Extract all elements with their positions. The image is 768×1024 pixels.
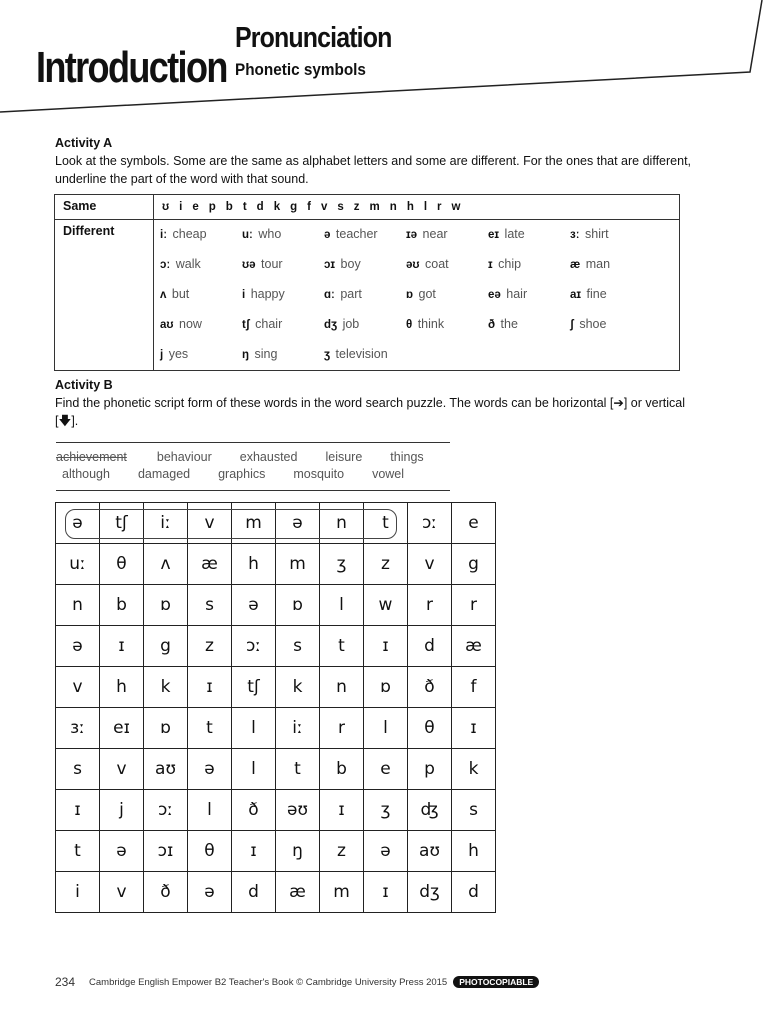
activity-a-heading: Activity A: [55, 136, 113, 150]
grid-cell: ə: [188, 749, 232, 790]
grid-cell: r: [320, 708, 364, 749]
same-symbol: h: [406, 201, 414, 213]
grid-cell: s: [56, 749, 100, 790]
grid-cell: n: [320, 667, 364, 708]
phonetic-symbol: iː: [160, 229, 168, 241]
grid-cell: e: [364, 749, 408, 790]
grid-cell: aʊ: [408, 831, 452, 872]
grid-cell: ʒ: [364, 790, 408, 831]
grid-cell: d: [452, 872, 496, 913]
example-word: shirt: [585, 227, 609, 241]
grid-row: [56, 749, 496, 790]
word-search-grid: [55, 502, 496, 913]
example-word: got: [418, 287, 436, 301]
grid-cell: t: [364, 503, 408, 544]
grid-cell: k: [144, 667, 188, 708]
phonetic-symbol: ɒ: [406, 289, 414, 301]
different-item: [324, 257, 406, 275]
grid-cell: d: [408, 626, 452, 667]
phonetic-symbol: ə: [324, 229, 331, 241]
example-word: television: [335, 347, 388, 361]
grid-cell: tʃ: [232, 667, 276, 708]
phonetic-symbol: ɪə: [406, 229, 418, 241]
grid-cell: ə: [56, 503, 100, 544]
grid-cell: t: [320, 626, 364, 667]
phonetic-symbol: ʒ: [324, 349, 331, 361]
page-title: Pronunciation: [235, 22, 392, 54]
grid-cell: z: [188, 626, 232, 667]
same-symbol: g: [290, 201, 298, 213]
grid-cell: m: [232, 503, 276, 544]
same-symbol: l: [423, 201, 428, 213]
grid-cell: æ: [276, 872, 320, 913]
grid-cell: ə: [100, 831, 144, 872]
different-item: [160, 257, 242, 275]
different-item: [160, 347, 242, 365]
grid-row: [56, 872, 496, 913]
grid-cell: t: [188, 708, 232, 749]
phonetic-symbol: æ: [570, 259, 581, 271]
page-subtitle: Phonetic symbols: [235, 60, 366, 79]
same-symbol: z: [353, 201, 360, 213]
grid-cell: ɔː: [232, 626, 276, 667]
example-word: coat: [425, 257, 449, 271]
grid-cell: l: [232, 749, 276, 790]
example-word: walk: [175, 257, 201, 271]
grid-cell: ʌ: [144, 544, 188, 585]
same-symbol: f: [307, 201, 311, 213]
example-word: now: [179, 317, 202, 331]
word-list-item: although: [62, 467, 110, 481]
grid-cell: eɪ: [100, 708, 144, 749]
different-item: [324, 317, 406, 335]
grid-cell: ɪ: [232, 831, 276, 872]
phonetic-symbol: tʃ: [242, 319, 250, 331]
different-item: [570, 287, 652, 305]
grid-cell: ɒ: [364, 667, 408, 708]
example-word: boy: [340, 257, 361, 271]
example-word: man: [585, 257, 611, 271]
grid-cell: ð: [232, 790, 276, 831]
phonetic-symbol: ð: [488, 319, 496, 331]
grid-cell: ð: [144, 872, 188, 913]
word-list-item: exhausted: [239, 450, 298, 464]
different-item: [160, 287, 242, 305]
different-item: [488, 257, 570, 275]
grid-cell: iː: [144, 503, 188, 544]
grid-row: [56, 585, 496, 626]
different-item: [242, 347, 324, 365]
grid-cell: g: [144, 626, 188, 667]
grid-cell: ɔː: [408, 503, 452, 544]
phonetic-symbol: uː: [242, 229, 253, 241]
grid-cell: θ: [100, 544, 144, 585]
example-word: cheap: [172, 227, 207, 241]
grid-cell: v: [56, 667, 100, 708]
grid-row: [56, 626, 496, 667]
activity-b-instructions: Find the phonetic script form of these words in the word search puzzle. The words can be horizontal [➔] or vertical [🡇].: [55, 396, 685, 428]
footer: [55, 975, 539, 989]
example-word: think: [417, 317, 445, 331]
grid-cell: θ: [188, 831, 232, 872]
different-item: [570, 227, 652, 245]
grid-cell: tʃ: [100, 503, 144, 544]
activity-a-instructions: Look at the symbols. Some are the same as alphabet letters and some are different. For the ones that are different, underline the part of the word with that sound.: [55, 154, 692, 186]
grid-cell: ə: [56, 626, 100, 667]
grid-cell: ɪ: [100, 626, 144, 667]
example-word: late: [504, 227, 525, 241]
example-word: job: [342, 317, 360, 331]
different-item: [406, 227, 488, 245]
same-symbol: e: [192, 201, 199, 213]
grid-cell: ʒ: [320, 544, 364, 585]
different-item: [160, 227, 242, 245]
different-item: [242, 287, 324, 305]
grid-cell: ə: [188, 872, 232, 913]
same-label: Same: [55, 195, 154, 220]
phonetic-symbol: i: [242, 289, 246, 301]
word-list-item: things: [390, 450, 424, 464]
word-list-item: behaviour: [156, 450, 212, 464]
same-symbol: r: [437, 201, 442, 213]
different-item: [242, 227, 324, 245]
example-word: sing: [254, 347, 278, 361]
word-list-row: [56, 467, 450, 484]
grid-cell: k: [276, 667, 320, 708]
grid-cell: j: [100, 790, 144, 831]
example-word: happy: [250, 287, 285, 301]
grid-cell: ɔː: [144, 790, 188, 831]
grid-cell: z: [320, 831, 364, 872]
grid-cell: ɪ: [364, 626, 408, 667]
grid-cell: ɪ: [56, 790, 100, 831]
grid-cell: æ: [188, 544, 232, 585]
same-symbol: v: [320, 201, 328, 213]
different-item: [324, 287, 406, 305]
phonetic-symbol: ʃ: [570, 319, 574, 331]
grid-cell: iː: [276, 708, 320, 749]
phonetic-symbol: ɪ: [488, 259, 493, 271]
same-symbol: p: [208, 201, 216, 213]
grid-cell: z: [364, 544, 408, 585]
word-list-item: leisure: [325, 450, 363, 464]
different-item: [160, 317, 242, 335]
grid-cell: t: [56, 831, 100, 872]
example-word: the: [500, 317, 518, 331]
grid-cell: t: [276, 749, 320, 790]
grid-cell: p: [408, 749, 452, 790]
grid-cell: l: [364, 708, 408, 749]
example-word: hair: [506, 287, 528, 301]
footer-credit: Cambridge English Empower B2 Teacher's Book © Cambridge University Press 2015: [89, 976, 448, 988]
word-list-item: achievement: [56, 450, 127, 464]
different-item: [570, 317, 652, 335]
grid-cell: ɒ: [276, 585, 320, 626]
phonetic-symbol: ɜː: [570, 229, 580, 241]
activity-b: [55, 376, 695, 430]
grid-row: [56, 831, 496, 872]
grid-cell: h: [100, 667, 144, 708]
grid-cell: m: [276, 544, 320, 585]
grid-cell: v: [100, 749, 144, 790]
grid-cell: w: [364, 585, 408, 626]
phonetic-symbol: əʊ: [406, 259, 420, 271]
grid-row: [56, 667, 496, 708]
different-item: [242, 317, 324, 335]
same-symbol: w: [451, 201, 461, 213]
grid-cell: v: [188, 503, 232, 544]
section-title: Introduction: [36, 43, 227, 92]
different-item: [406, 257, 488, 275]
example-word: near: [422, 227, 448, 241]
grid-cell: ŋ: [276, 831, 320, 872]
phonetic-symbol: ŋ: [242, 349, 250, 361]
grid-cell: ð: [408, 667, 452, 708]
grid-cell: v: [100, 872, 144, 913]
same-symbol: ʊ: [162, 201, 170, 213]
grid-cell: h: [232, 544, 276, 585]
example-word: tour: [261, 257, 283, 271]
grid-row: [56, 503, 496, 544]
grid-row: [56, 708, 496, 749]
grid-cell: aʊ: [144, 749, 188, 790]
activity-b-heading: Activity B: [55, 378, 113, 392]
grid-cell: ɔɪ: [144, 831, 188, 872]
grid-cell: d: [232, 872, 276, 913]
grid-cell: k: [452, 749, 496, 790]
different-symbols: [155, 221, 678, 369]
phonetic-symbol: ʌ: [160, 289, 167, 301]
grid-cell: b: [320, 749, 364, 790]
photocopiable-badge: PHOTOCOPIABLE: [453, 976, 539, 988]
different-item: [488, 317, 570, 335]
example-word: chair: [255, 317, 283, 331]
grid-cell: ɪ: [188, 667, 232, 708]
same-symbol: k: [273, 201, 281, 213]
page-number: 234: [55, 975, 76, 989]
word-list-item: mosquito: [293, 467, 345, 481]
grid-cell: ɒ: [144, 585, 188, 626]
grid-cell: s: [276, 626, 320, 667]
grid-cell: ɒ: [144, 708, 188, 749]
different-item: [406, 287, 488, 305]
word-list: [56, 442, 450, 491]
grid-cell: l: [188, 790, 232, 831]
activity-a: [55, 134, 695, 188]
word-list-row: [56, 450, 450, 467]
example-word: shoe: [579, 317, 607, 331]
different-item: [242, 257, 324, 275]
different-item: [488, 227, 570, 245]
symbols-table: [54, 194, 680, 371]
word-list-item: vowel: [372, 467, 405, 481]
grid-cell: b: [100, 585, 144, 626]
grid-cell: ə: [232, 585, 276, 626]
grid-cell: f: [452, 667, 496, 708]
phonetic-symbol: ɑː: [324, 289, 335, 301]
phonetic-symbol: ɔː: [160, 259, 171, 271]
grid-cell: r: [452, 585, 496, 626]
same-symbol: d: [256, 201, 264, 213]
grid-cell: ɪ: [452, 708, 496, 749]
different-item: [324, 347, 406, 365]
grid-cell: æ: [452, 626, 496, 667]
grid-cell: h: [452, 831, 496, 872]
grid-cell: ɪ: [364, 872, 408, 913]
example-word: yes: [168, 347, 189, 361]
word-list-item: graphics: [218, 467, 266, 481]
grid-cell: s: [452, 790, 496, 831]
same-symbols: [154, 195, 680, 220]
grid-cell: e: [452, 503, 496, 544]
grid-cell: m: [320, 872, 364, 913]
grid-cell: əʊ: [276, 790, 320, 831]
phonetic-symbol: aɪ: [570, 289, 582, 301]
grid-cell: ə: [364, 831, 408, 872]
grid-row: [56, 790, 496, 831]
phonetic-symbol: eə: [488, 289, 501, 301]
different-label: Different: [55, 220, 154, 371]
phonetic-symbol: ʊə: [242, 259, 256, 271]
different-item: [324, 227, 406, 245]
grid-cell: l: [320, 585, 364, 626]
grid-row: [56, 544, 496, 585]
example-word: teacher: [335, 227, 378, 241]
grid-cell: dʒ: [408, 872, 452, 913]
grid-cell: n: [56, 585, 100, 626]
word-list-item: damaged: [137, 467, 191, 481]
same-symbol: m: [369, 201, 380, 213]
grid-cell: ə: [276, 503, 320, 544]
same-symbol: i: [179, 201, 183, 213]
grid-cell: n: [320, 503, 364, 544]
phonetic-symbol: eɪ: [488, 229, 500, 241]
phonetic-symbol: ɔɪ: [324, 259, 336, 271]
different-item: [488, 287, 570, 305]
phonetic-symbol: θ: [406, 319, 413, 331]
grid-cell: i: [56, 872, 100, 913]
grid-cell: g: [452, 544, 496, 585]
example-word: who: [258, 227, 282, 241]
grid-cell: ɜː: [56, 708, 100, 749]
different-item: [406, 317, 488, 335]
grid-cell: ʤ: [408, 790, 452, 831]
grid-cell: θ: [408, 708, 452, 749]
example-word: part: [340, 287, 362, 301]
same-symbol: b: [225, 201, 233, 213]
phonetic-symbol: j: [160, 349, 164, 361]
grid-cell: s: [188, 585, 232, 626]
phonetic-symbol: dʒ: [324, 319, 338, 331]
example-word: but: [171, 287, 190, 301]
grid-cell: uː: [56, 544, 100, 585]
phonetic-symbol: aʊ: [160, 319, 174, 331]
same-symbol: n: [389, 201, 397, 213]
same-symbol: s: [337, 201, 344, 213]
example-word: fine: [586, 287, 607, 301]
different-item: [570, 257, 652, 275]
same-symbol: t: [242, 201, 247, 213]
example-word: chip: [498, 257, 522, 271]
grid-cell: r: [408, 585, 452, 626]
grid-cell: l: [232, 708, 276, 749]
grid-cell: v: [408, 544, 452, 585]
grid-cell: ɪ: [320, 790, 364, 831]
